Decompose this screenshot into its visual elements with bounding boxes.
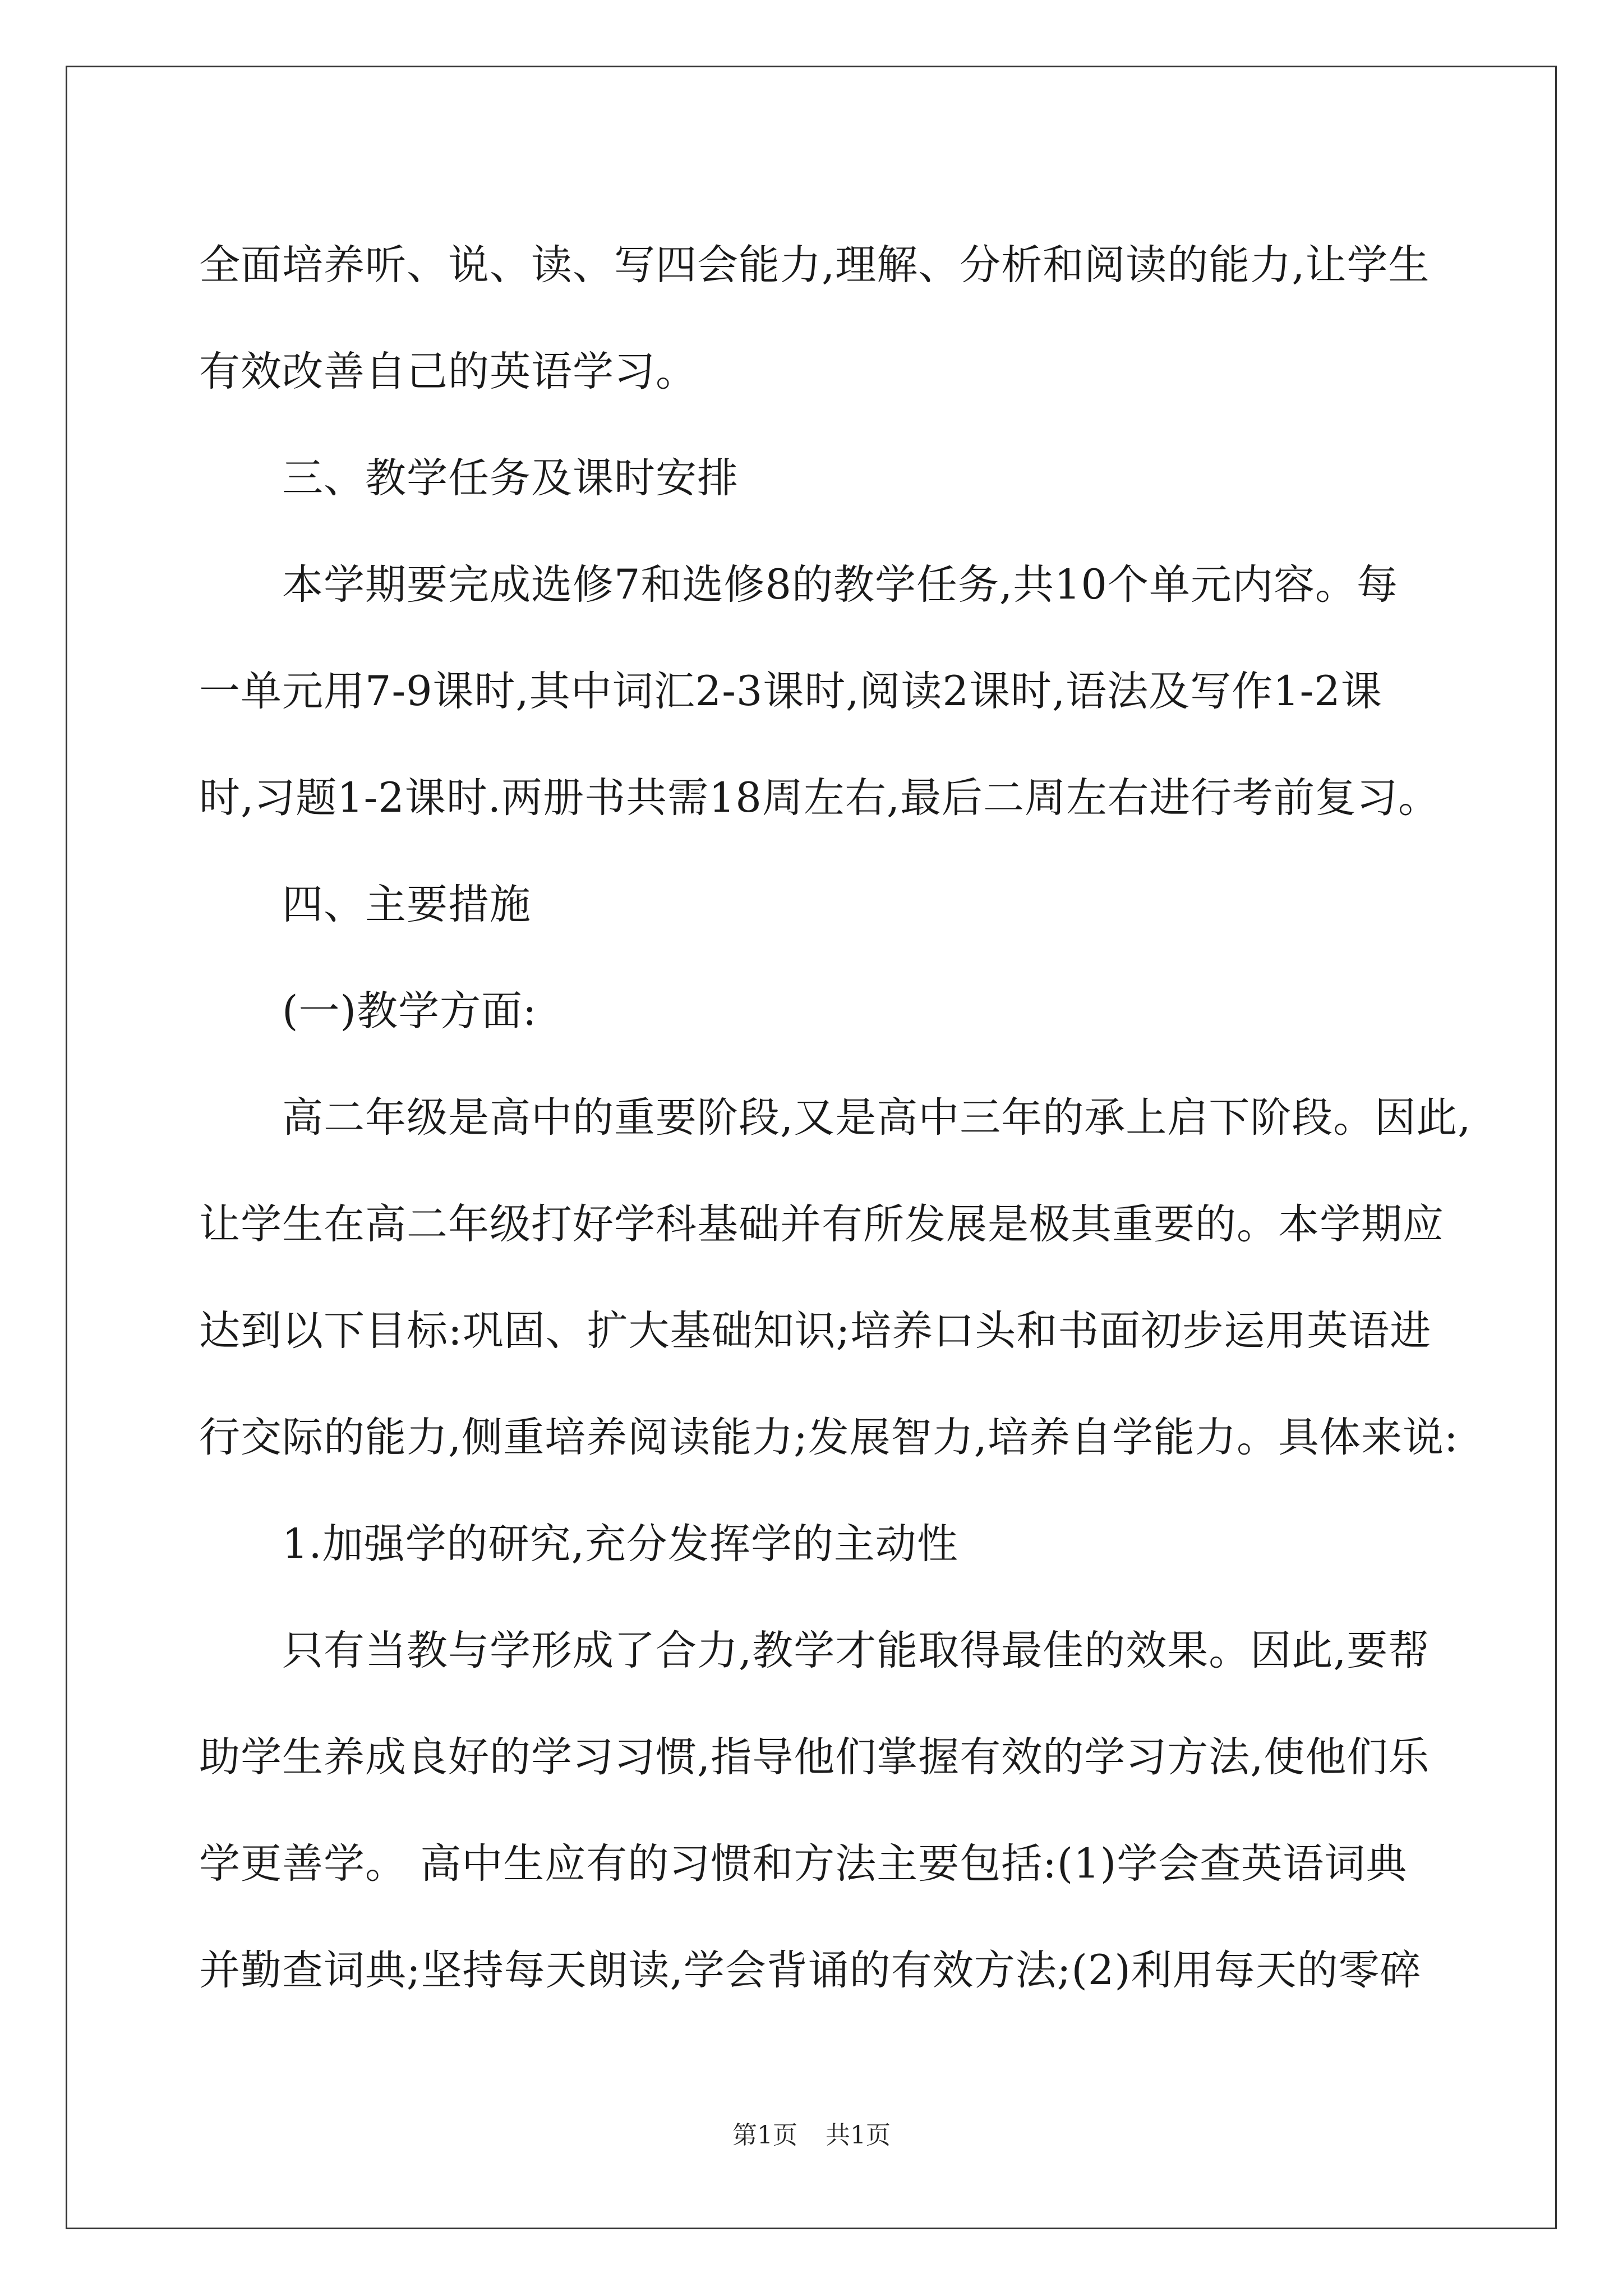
text-line: 本学期要完成选修7和选修8的教学任务,共10个单元内容。每 (199, 561, 1398, 609)
page-footer (0, 2115, 1623, 2151)
section-heading: 三、教学任务及课时安排 (199, 454, 739, 502)
text-line: 时,习题1-2课时.两册书共需18周左右,最后二周左右进行考前复习。 (199, 774, 1440, 822)
section-heading: 四、主要措施 (199, 881, 531, 928)
text-line: 高二年级是高中的重要阶段,又是高中三年的承上启下阶段。因此, (199, 1094, 1472, 1142)
text-line: 助学生养成良好的学习习惯,指导他们掌握有效的学习方法,使他们乐 (199, 1733, 1430, 1781)
text-line: 有效改善自己的英语学习。 (199, 348, 697, 395)
text-line: 让学生在高二年级打好学科基础并有所发展是极其重要的。本学期应 (199, 1200, 1444, 1248)
text-line: 达到以下目标:巩固、扩大基础知识;培养口头和书面初步运用英语进 (199, 1307, 1432, 1355)
text-line: 只有当教与学形成了合力,教学才能取得最佳的效果。因此,要帮 (199, 1627, 1430, 1674)
text-line: 一单元用7-9课时,其中词汇2-3课时,阅读2课时,语法及写作1-2课 (199, 668, 1382, 715)
item-heading: 1.加强学的研究,充分发挥学的主动性 (199, 1520, 958, 1568)
total-pages: 共1页 (826, 2121, 891, 2150)
text-line: 行交际的能力,侧重培养阅读能力;发展智力,培养自学能力。具体来说: (199, 1414, 1459, 1461)
text-line: 学更善学。 高中生应有的习惯和方法主要包括:(1)学会查英语词典 (199, 1840, 1408, 1888)
subsection-heading: (一)教学方面: (199, 987, 537, 1035)
text-line: 全面培养听、说、读、写四会能力,理解、分析和阅读的能力,让学生 (199, 241, 1430, 289)
page-number: 第1页 (732, 2121, 797, 2150)
text-line: 并勤查词典;坚持每天朗读,学会背诵的有效方法;(2)利用每天的零碎 (199, 1947, 1422, 1994)
document-body (199, 212, 1472, 2024)
